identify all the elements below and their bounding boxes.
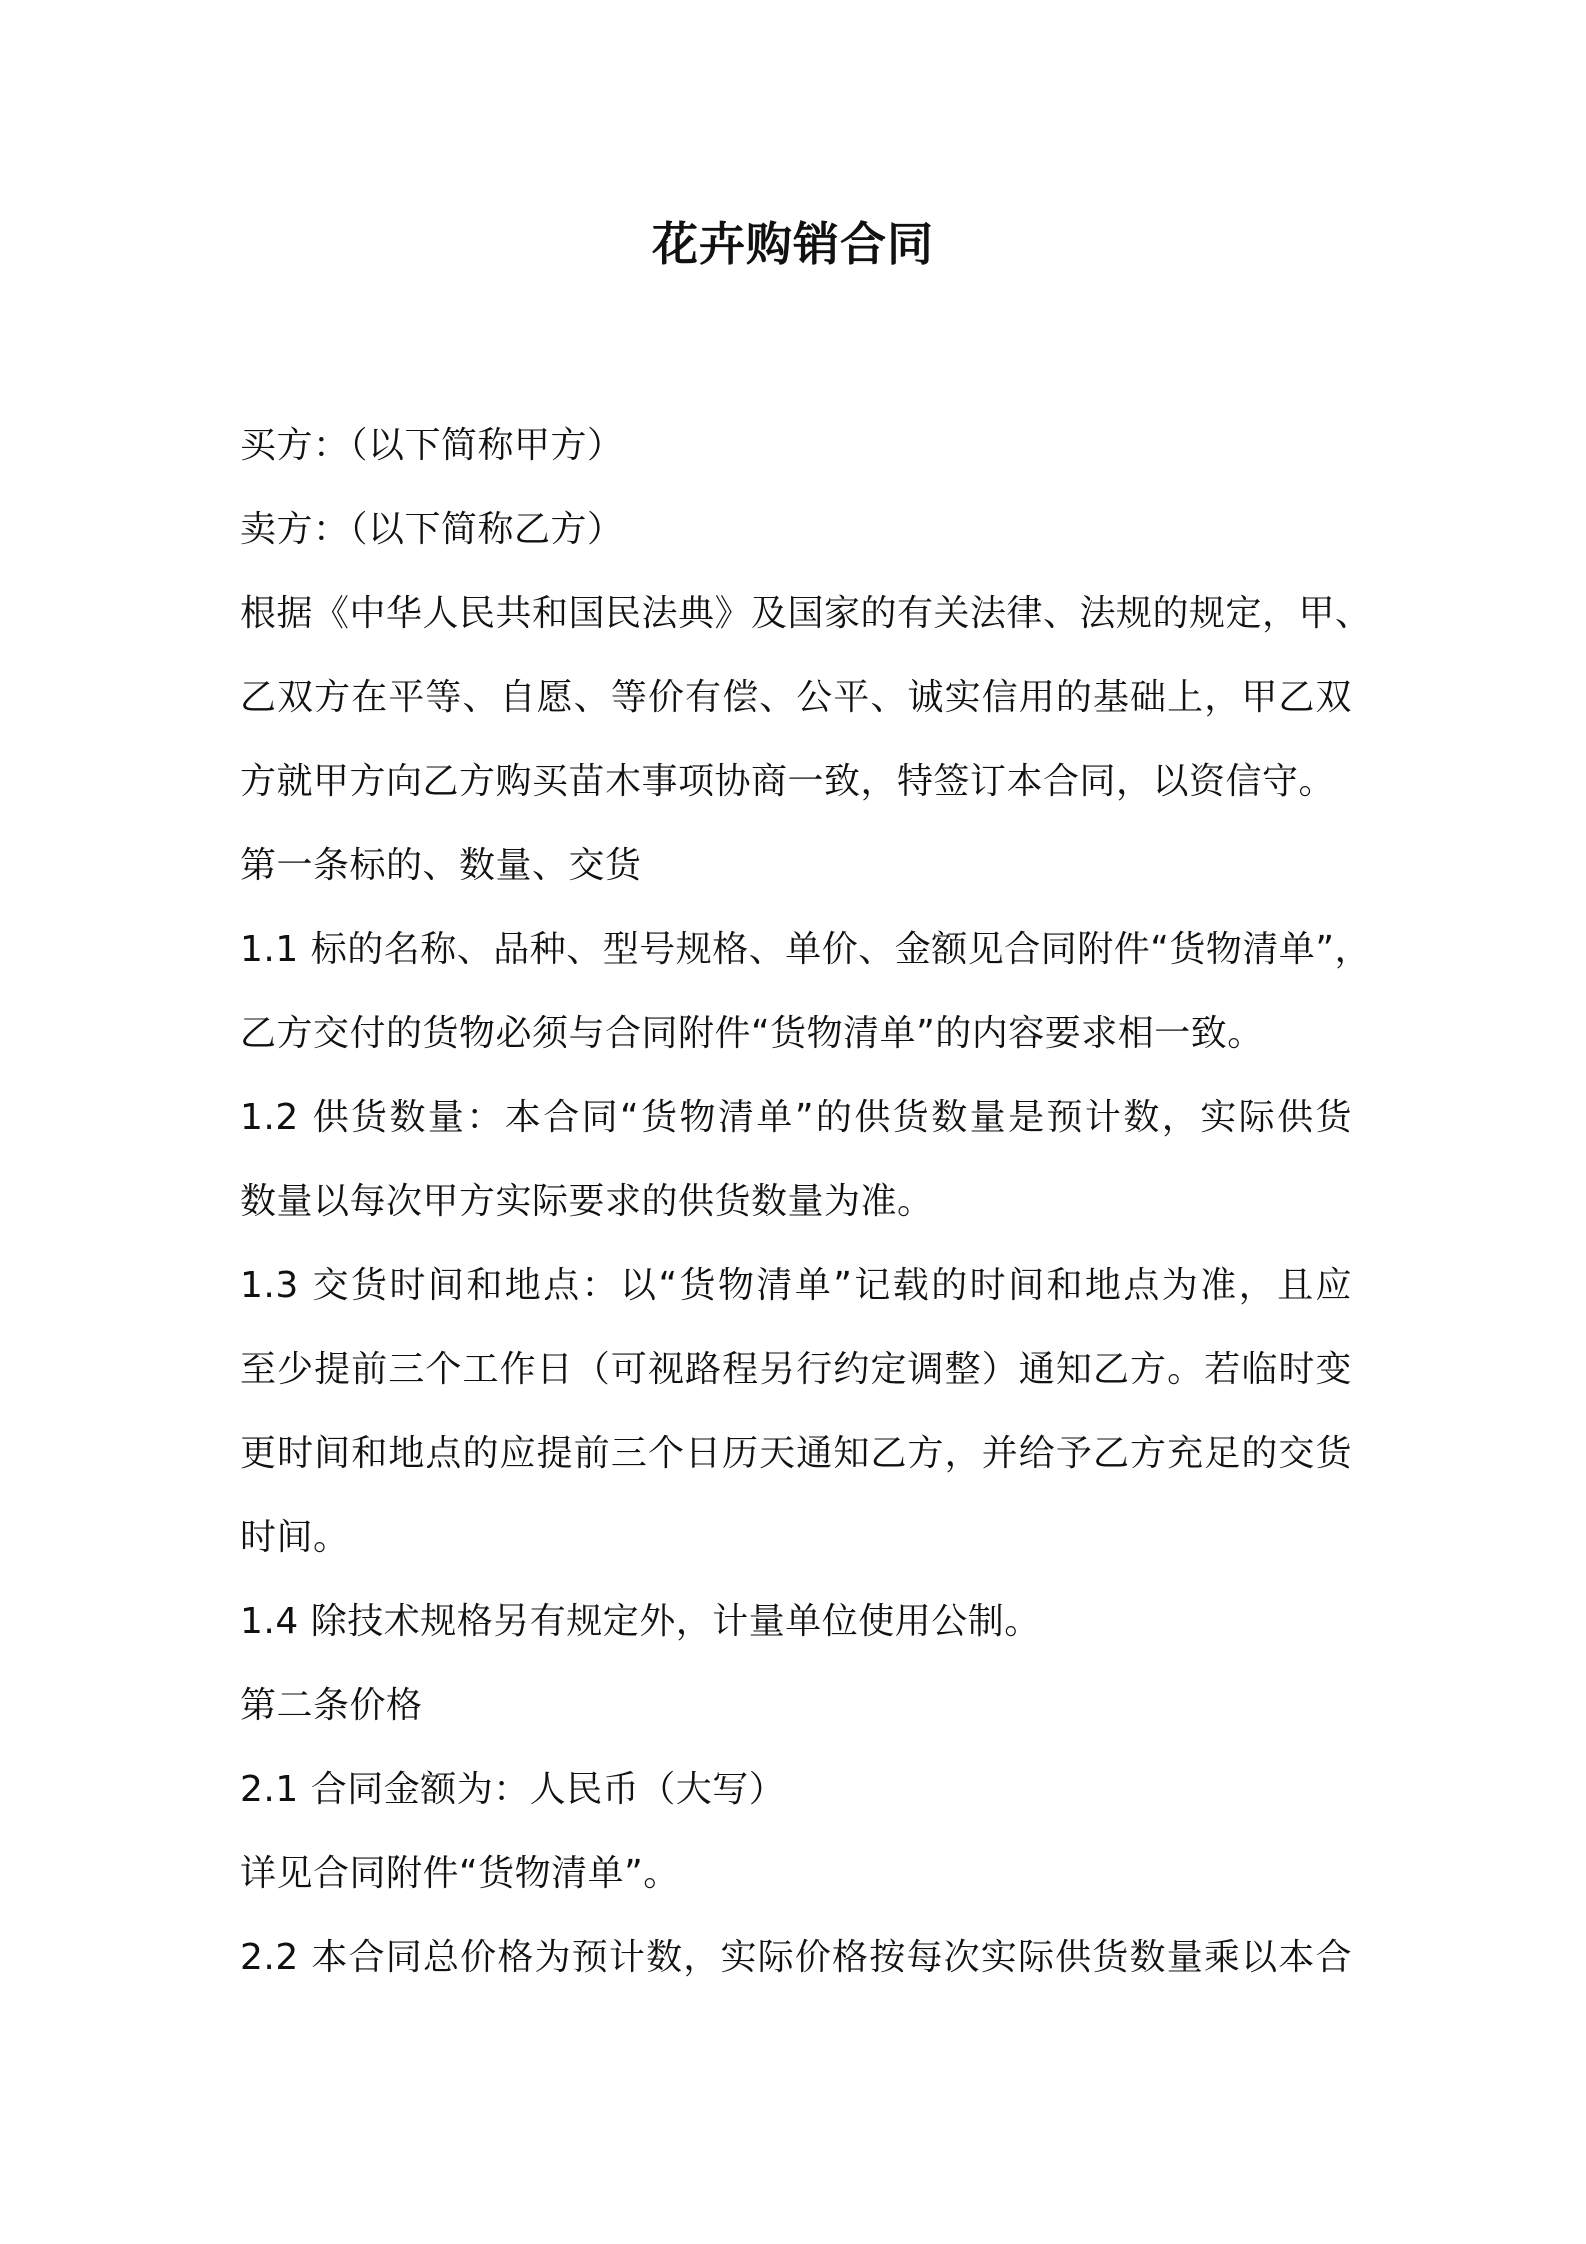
article-2-heading: 第二条价格 [240,1685,423,1726]
article-1-heading: 第一条标的、数量、交货 [240,845,642,886]
clause-1-3-line-1: 1.3 交货时间和地点：以“货物清单”记载的时间和地点为准，且应 [240,1265,1352,1306]
document-body [240,404,1372,2000]
preamble-line-2: 乙双方在平等、自愿、等价有偿、公平、诚实信用的基础上，甲乙双 [240,677,1352,718]
document-title: 花卉购销合同 [652,217,934,271]
buyer-line: 买方：（以下简称甲方） [240,425,624,466]
clause-1-2-line-2: 数量以每次甲方实际要求的供货数量为准。 [240,1181,934,1222]
clause-1-4: 1.4 除技术规格另有规定外，计量单位使用公制。 [240,1601,1041,1642]
clause-2-2-line-1: 2.2 本合同总价格为预计数，实际价格按每次实际供货数量乘以本合 [240,1937,1352,1978]
clause-1-3-line-2: 至少提前三个工作日（可视路程另行约定调整）通知乙方。若临时变 [240,1349,1352,1390]
preamble-line-3: 方就甲方向乙方购买苗木事项协商一致，特签订本合同，以资信守。 [240,761,1336,802]
clause-1-1-line-1: 1.1 标的名称、品种、型号规格、单价、金额见合同附件“货物清单”， [240,929,1371,970]
clause-1-3-line-4: 时间。 [240,1517,350,1558]
clause-1-2-line-1: 1.2 供货数量：本合同“货物清单”的供货数量是预计数，实际供货 [240,1097,1352,1138]
clause-1-1-line-2: 乙方交付的货物必须与合同附件“货物清单”的内容要求相一致。 [240,1013,1264,1054]
seller-line: 卖方：（以下简称乙方） [240,509,624,550]
clause-2-1-line-1: 2.1 合同金额为：人民币（大写） [240,1769,786,1810]
clause-1-3-line-3: 更时间和地点的应提前三个日历天通知乙方，并给予乙方充足的交货 [240,1433,1352,1474]
clause-2-1-line-2: 详见合同附件“货物清单”。 [240,1853,680,1894]
preamble-line-1: 根据《中华人民共和国民法典》及国家的有关法律、法规的规定，甲、 [240,593,1372,634]
